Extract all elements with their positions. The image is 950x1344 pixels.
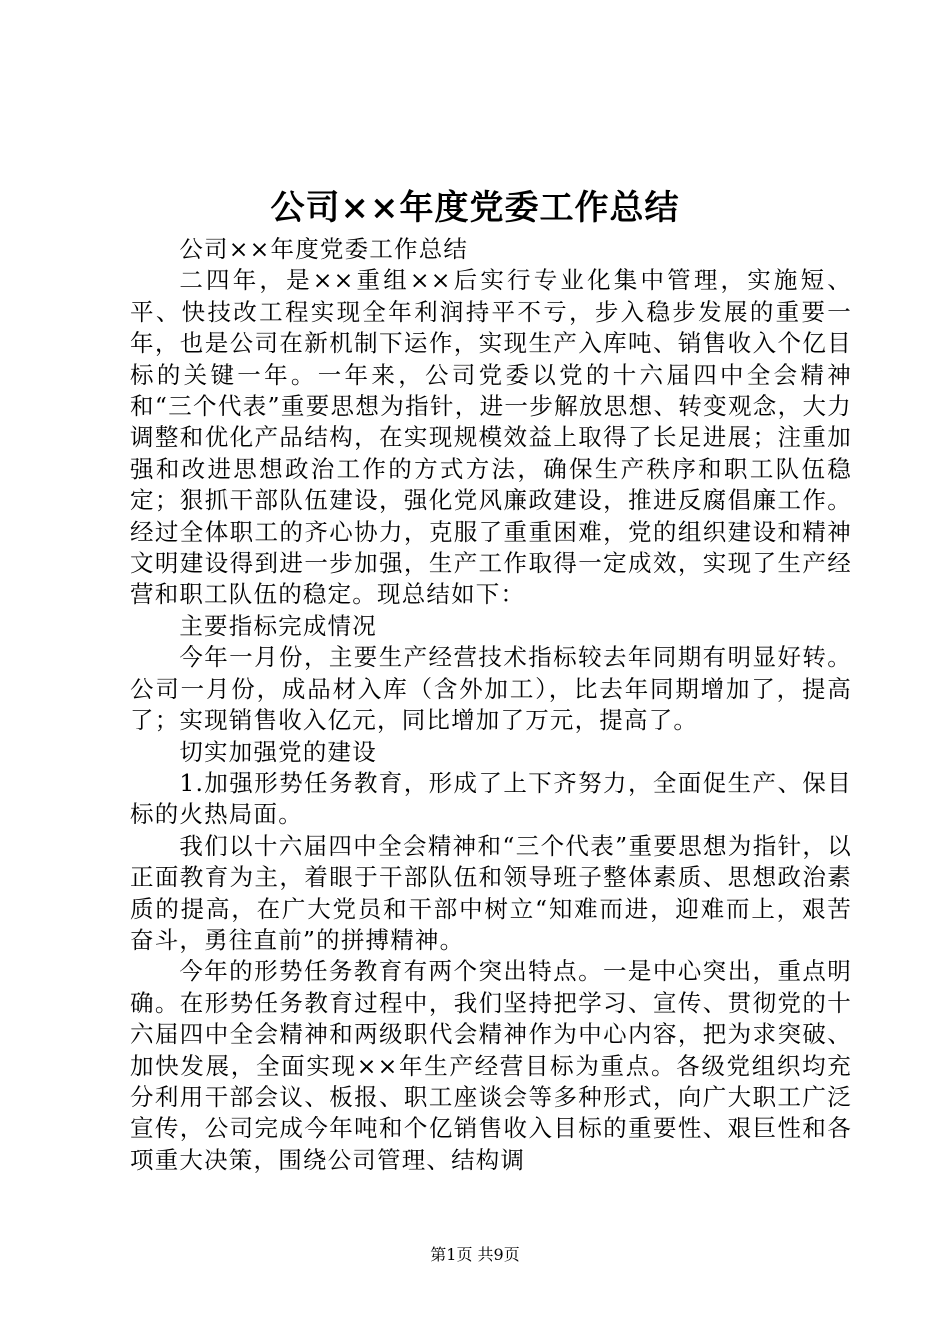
paragraph-indicators: 今年一月份，主要生产经营技术指标较去年同期有明显好转。公司一月份，成品材入库（含外加工），比去年同期增加了，提高了；实现销售收入亿元，同比增加了万元，提高了。 bbox=[130, 643, 852, 735]
document-body bbox=[130, 234, 852, 1176]
section-heading-indicators: 主要指标完成情况 bbox=[179, 611, 377, 640]
document-title: 公司××年度党委工作总结 bbox=[270, 188, 680, 228]
page-number-footer: 第1页 共9页 bbox=[430, 1245, 520, 1264]
section-heading-party-building: 切实加强党的建设 bbox=[179, 737, 377, 766]
paragraph-guideline: 我们以十六届四中全会精神和“三个代表”重要思想为指针，以正面教育为主，着眼于干部队伍和领导班子整体素质、思想政治素质的提高，在广大党员和干部中树立“知难而进，迎难而上，艰苦奋斗，勇往直前”的拼搏精神。 bbox=[130, 831, 852, 954]
paragraph-intro: 二四年，是××重组××后实行专业化集中管理，实施短、平、快技改工程实现全年利润持平不亏，步入稳步发展的重要一年，也是公司在新机制下运作，实现生产入库吨、销售收入个亿目标的关键一年。一年来，公司党委以党的十六届四中全会精神和“三个代表”重要思想为指针，进一步解放思想、转变观念，大力调整和优化产品结构，在实现规模效益上取得了长足进展；注重加强和改进思想政治工作的方式方法，确保生产秩序和职工队伍稳定；狠抓干部队伍建设，强化党风廉政建设，推进反腐倡廉工作。经过全体职工的齐心协力，克服了重重困难，党的组织建设和精神文明建设得到进一步加强，生产工作取得一定成效，实现了生产经营和职工队伍的稳定。现总结如下： bbox=[130, 266, 852, 609]
paragraph-subtitle: 公司××年度党委工作总结 bbox=[179, 235, 469, 263]
paragraph-item-1: 1.加强形势任务教育，形成了上下齐努力，全面促生产、保目标的火热局面。 bbox=[130, 768, 852, 829]
paragraph-features: 今年的形势任务教育有两个突出特点。一是中心突出，重点明确。在形势任务教育过程中，我们坚持把学习、宣传、贯彻党的十六届四中全会精神和两级职代会精神作为中心内容，把为求突破、加快发展，全面实现××年生产经营目标为重点。各级党组织均充分利用干部会议、板报、职工座谈会等多种形式，向广大职工广泛宣传，公司完成今年吨和个亿销售收入目标的重要性、艰巨性和各项重大决策，围绕公司管理、结构调 bbox=[130, 957, 852, 1174]
